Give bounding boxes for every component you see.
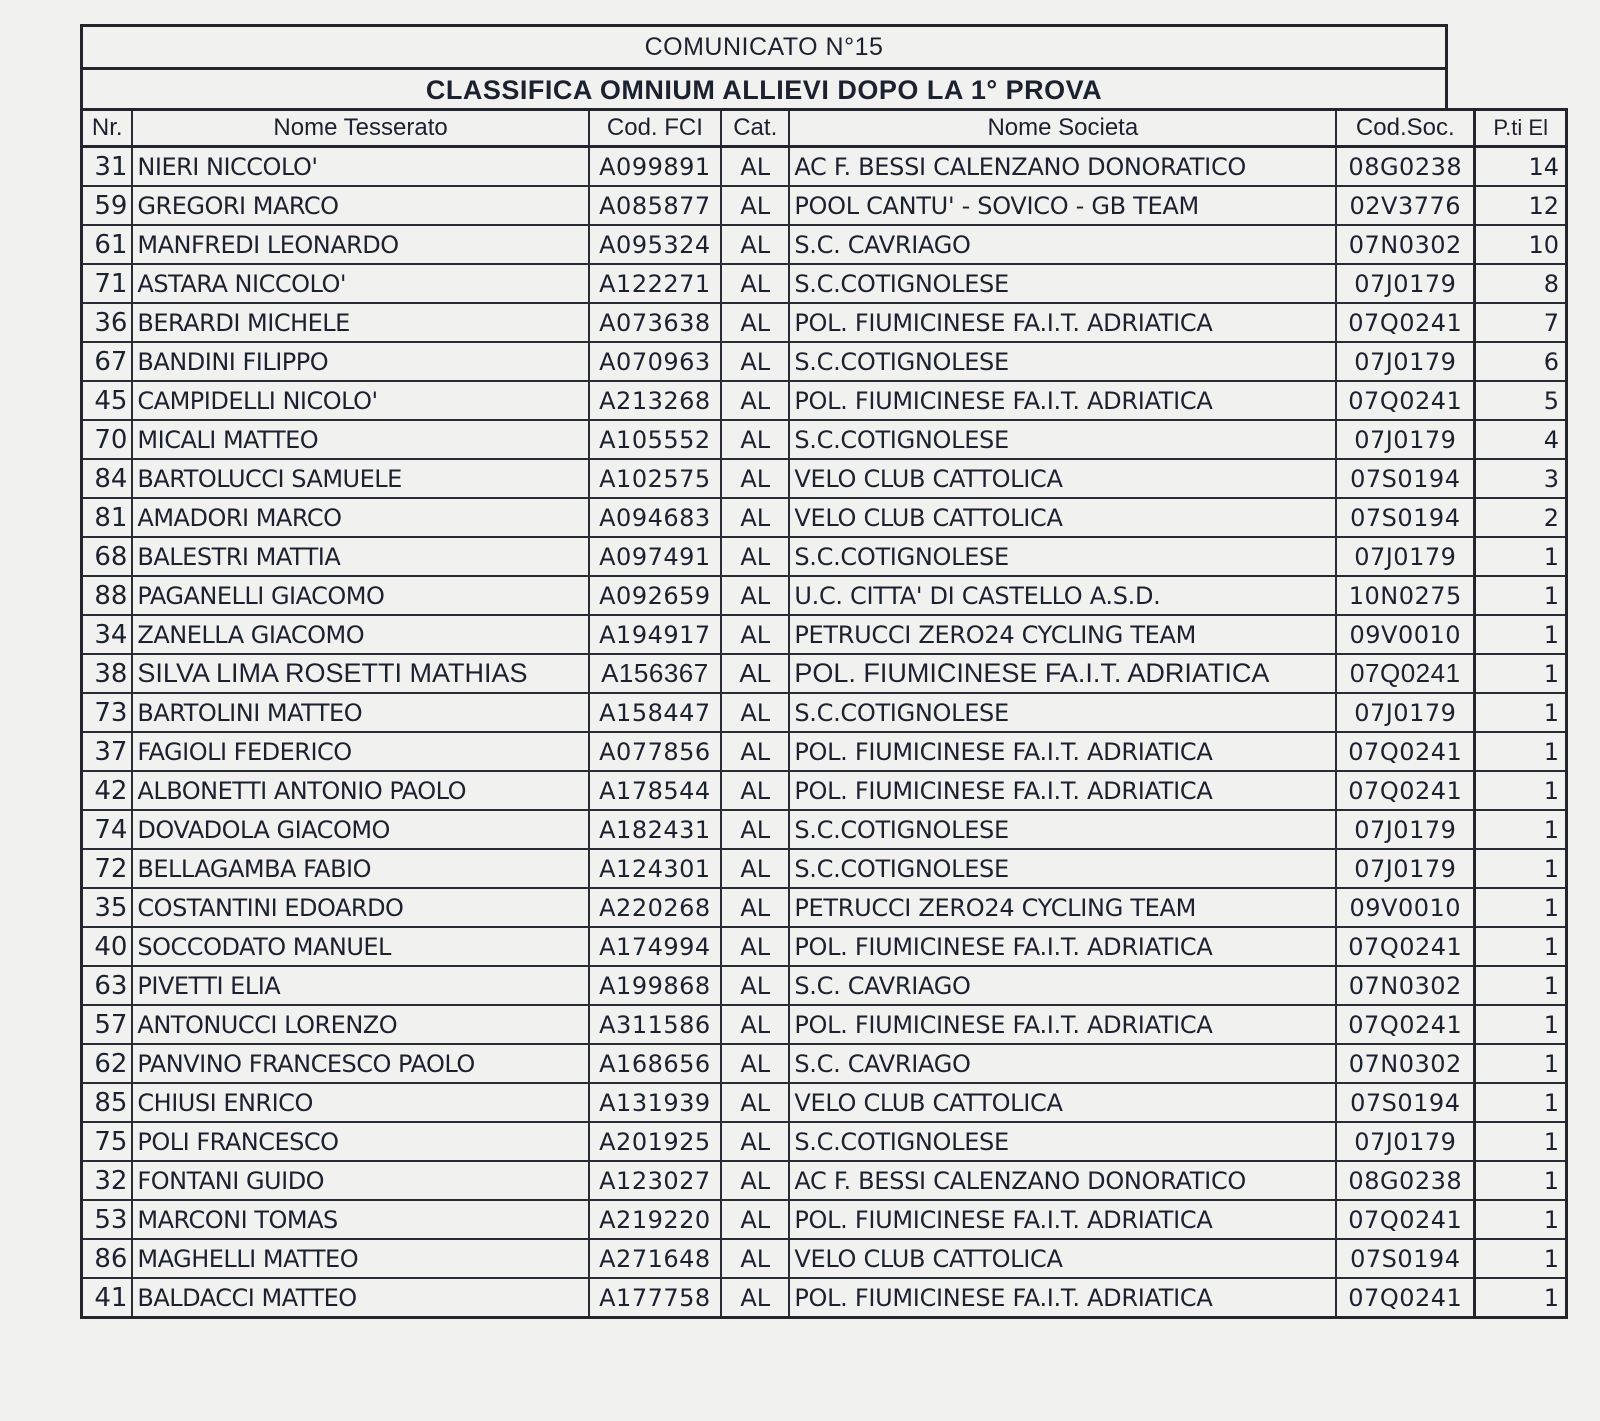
fci-code-cell: A213268 [589, 381, 721, 420]
rider-number-cell: 88 [82, 576, 133, 615]
society-code-cell: 07J0179 [1336, 810, 1475, 849]
points-cell: 3 [1475, 459, 1567, 498]
rider-number-cell: 70 [82, 420, 133, 459]
society-name-cell: POL. FIUMICINESE FA.I.T. ADRIATICA [789, 381, 1336, 420]
rider-number-cell: 32 [82, 1161, 133, 1200]
society-name-cell: POL. FIUMICINESE FA.I.T. ADRIATICA [789, 1200, 1336, 1239]
society-code-cell: 07Q0241 [1336, 927, 1475, 966]
points-cell: 1 [1475, 615, 1567, 654]
category-cell: AL [721, 1161, 789, 1200]
category-cell: AL [721, 420, 789, 459]
category-cell: AL [721, 927, 789, 966]
rider-name-cell: MICALI MATTEO [132, 420, 588, 459]
rider-name-cell: BALESTRI MATTIA [132, 537, 588, 576]
category-cell: AL [721, 264, 789, 303]
fci-code-cell: A311586 [589, 1005, 721, 1044]
fci-code-cell: A105552 [589, 420, 721, 459]
points-cell: 1 [1475, 654, 1567, 693]
rider-number-cell: 63 [82, 966, 133, 1005]
society-name-cell: S.C.COTIGNOLESE [789, 849, 1336, 888]
table-row [82, 576, 1567, 615]
table-row [82, 303, 1567, 342]
rider-name-cell: SILVA LIMA ROSETTI MATHIAS [132, 654, 588, 693]
rider-name-cell: CAMPIDELLI NICOLO' [132, 381, 588, 420]
table-row [82, 225, 1567, 264]
category-cell: AL [721, 303, 789, 342]
rider-name-cell: ANTONUCCI LORENZO [132, 1005, 588, 1044]
category-cell: AL [721, 615, 789, 654]
table-row [82, 186, 1567, 225]
table-row [82, 888, 1567, 927]
table-row [82, 771, 1567, 810]
points-cell: 1 [1475, 1278, 1567, 1318]
points-cell: 2 [1475, 498, 1567, 537]
rider-number-cell: 40 [82, 927, 133, 966]
points-cell: 6 [1475, 342, 1567, 381]
category-cell: AL [721, 1044, 789, 1083]
points-cell: 8 [1475, 264, 1567, 303]
rider-name-cell: BERARDI MICHELE [132, 303, 588, 342]
category-cell: AL [721, 576, 789, 615]
fci-code-cell: A073638 [589, 303, 721, 342]
rider-name-cell: ASTARA NICCOLO' [132, 264, 588, 303]
points-cell: 7 [1475, 303, 1567, 342]
points-cell: 1 [1475, 927, 1567, 966]
society-code-cell: 07J0179 [1336, 849, 1475, 888]
society-code-cell: 07Q0241 [1336, 1005, 1475, 1044]
category-cell: AL [721, 1122, 789, 1161]
points-cell: 10 [1475, 225, 1567, 264]
fci-code-cell: A199868 [589, 966, 721, 1005]
fci-code-cell: A168656 [589, 1044, 721, 1083]
col-header-name: Nome Tesserato [132, 110, 588, 147]
society-code-cell: 07Q0241 [1336, 654, 1475, 693]
category-cell: AL [721, 459, 789, 498]
category-cell: AL [721, 966, 789, 1005]
table-body [82, 147, 1567, 1318]
category-cell: AL [721, 732, 789, 771]
society-name-cell: S.C. CAVRIAGO [789, 225, 1336, 264]
society-name-cell: POL. FIUMICINESE FA.I.T. ADRIATICA [789, 303, 1336, 342]
col-header-society: Nome Societa [789, 110, 1336, 147]
rider-number-cell: 75 [82, 1122, 133, 1161]
society-name-cell: POL. FIUMICINESE FA.I.T. ADRIATICA [789, 927, 1336, 966]
category-cell: AL [721, 654, 789, 693]
rider-number-cell: 35 [82, 888, 133, 927]
rider-name-cell: DOVADOLA GIACOMO [132, 810, 588, 849]
society-code-cell: 02V3776 [1336, 186, 1475, 225]
col-header-nr: Nr. [82, 110, 133, 147]
fci-code-cell: A177758 [589, 1278, 721, 1318]
points-cell: 14 [1475, 147, 1567, 187]
rider-number-cell: 85 [82, 1083, 133, 1122]
fci-code-cell: A095324 [589, 225, 721, 264]
ranking-table [80, 108, 1568, 1319]
rider-number-cell: 38 [82, 654, 133, 693]
fci-code-cell: A220268 [589, 888, 721, 927]
fci-code-cell: A122271 [589, 264, 721, 303]
table-row [82, 264, 1567, 303]
rider-name-cell: BANDINI FILIPPO [132, 342, 588, 381]
fci-code-cell: A124301 [589, 849, 721, 888]
category-cell: AL [721, 888, 789, 927]
society-name-cell: POL. FIUMICINESE FA.I.T. ADRIATICA [789, 654, 1336, 693]
fci-code-cell: A085877 [589, 186, 721, 225]
col-header-fci: Cod. FCI [589, 110, 721, 147]
rider-number-cell: 61 [82, 225, 133, 264]
fci-code-cell: A131939 [589, 1083, 721, 1122]
society-name-cell: VELO CLUB CATTOLICA [789, 1239, 1336, 1278]
table-row [82, 147, 1567, 187]
fci-code-cell: A158447 [589, 693, 721, 732]
fci-code-cell: A271648 [589, 1239, 721, 1278]
rider-name-cell: AMADORI MARCO [132, 498, 588, 537]
society-name-cell: POL. FIUMICINESE FA.I.T. ADRIATICA [789, 1278, 1336, 1318]
society-name-cell: S.C.COTIGNOLESE [789, 1122, 1336, 1161]
points-cell: 1 [1475, 693, 1567, 732]
society-code-cell: 08G0238 [1336, 147, 1475, 187]
fci-code-cell: A077856 [589, 732, 721, 771]
points-cell: 1 [1475, 771, 1567, 810]
society-code-cell: 07Q0241 [1336, 732, 1475, 771]
document-header [80, 24, 1448, 108]
rider-name-cell: PANVINO FRANCESCO PAOLO [132, 1044, 588, 1083]
points-cell: 1 [1475, 966, 1567, 1005]
society-code-cell: 07Q0241 [1336, 771, 1475, 810]
rider-number-cell: 67 [82, 342, 133, 381]
table-row [82, 732, 1567, 771]
points-cell: 1 [1475, 576, 1567, 615]
rider-name-cell: FONTANI GUIDO [132, 1161, 588, 1200]
points-cell: 1 [1475, 537, 1567, 576]
society-code-cell: 07S0194 [1336, 459, 1475, 498]
table-row [82, 1005, 1567, 1044]
fci-code-cell: A219220 [589, 1200, 721, 1239]
fci-code-cell: A123027 [589, 1161, 721, 1200]
table-row [82, 537, 1567, 576]
rider-name-cell: BELLAGAMBA FABIO [132, 849, 588, 888]
society-code-cell: 09V0010 [1336, 888, 1475, 927]
table-row [82, 381, 1567, 420]
rider-number-cell: 81 [82, 498, 133, 537]
col-header-points: P.ti El [1475, 110, 1567, 147]
points-cell: 1 [1475, 849, 1567, 888]
category-cell: AL [721, 1005, 789, 1044]
category-cell: AL [721, 849, 789, 888]
rider-number-cell: 45 [82, 381, 133, 420]
table-row [82, 1161, 1567, 1200]
fci-code-cell: A097491 [589, 537, 721, 576]
fci-code-cell: A092659 [589, 576, 721, 615]
society-code-cell: 07N0302 [1336, 225, 1475, 264]
society-code-cell: 07J0179 [1336, 264, 1475, 303]
society-code-cell: 07J0179 [1336, 537, 1475, 576]
table-row [82, 615, 1567, 654]
society-name-cell: S.C.COTIGNOLESE [789, 537, 1336, 576]
rider-name-cell: CHIUSI ENRICO [132, 1083, 588, 1122]
category-cell: AL [721, 342, 789, 381]
rider-name-cell: ALBONETTI ANTONIO PAOLO [132, 771, 588, 810]
table-row [82, 1278, 1567, 1318]
table-row [82, 1083, 1567, 1122]
rider-number-cell: 57 [82, 1005, 133, 1044]
rider-name-cell: PIVETTI ELIA [132, 966, 588, 1005]
table-row [82, 1044, 1567, 1083]
category-cell: AL [721, 147, 789, 187]
points-cell: 1 [1475, 1161, 1567, 1200]
points-cell: 1 [1475, 1083, 1567, 1122]
rider-number-cell: 71 [82, 264, 133, 303]
rider-number-cell: 34 [82, 615, 133, 654]
rider-name-cell: MAGHELLI MATTEO [132, 1239, 588, 1278]
society-name-cell: VELO CLUB CATTOLICA [789, 1083, 1336, 1122]
category-cell: AL [721, 537, 789, 576]
society-name-cell: POL. FIUMICINESE FA.I.T. ADRIATICA [789, 1005, 1336, 1044]
category-cell: AL [721, 1083, 789, 1122]
points-cell: 1 [1475, 1044, 1567, 1083]
rider-number-cell: 84 [82, 459, 133, 498]
table-row [82, 966, 1567, 1005]
rider-number-cell: 31 [82, 147, 133, 187]
society-code-cell: 07J0179 [1336, 1122, 1475, 1161]
fci-code-cell: A156367 [589, 654, 721, 693]
category-cell: AL [721, 225, 789, 264]
rider-name-cell: MARCONI TOMAS [132, 1200, 588, 1239]
table-row [82, 498, 1567, 537]
points-cell: 1 [1475, 1239, 1567, 1278]
rider-name-cell: POLI FRANCESCO [132, 1122, 588, 1161]
rider-number-cell: 36 [82, 303, 133, 342]
table-row [82, 342, 1567, 381]
table-row [82, 849, 1567, 888]
society-code-cell: 07Q0241 [1336, 1278, 1475, 1318]
category-cell: AL [721, 1200, 789, 1239]
rider-number-cell: 74 [82, 810, 133, 849]
category-cell: AL [721, 1278, 789, 1318]
society-code-cell: 07N0302 [1336, 966, 1475, 1005]
society-code-cell: 07S0194 [1336, 498, 1475, 537]
fci-code-cell: A102575 [589, 459, 721, 498]
col-header-cat: Cat. [721, 110, 789, 147]
society-name-cell: POL. FIUMICINESE FA.I.T. ADRIATICA [789, 771, 1336, 810]
table-row [82, 693, 1567, 732]
society-code-cell: 07Q0241 [1336, 303, 1475, 342]
rider-name-cell: MANFREDI LEONARDO [132, 225, 588, 264]
society-name-cell: AC F. BESSI CALENZANO DONORATICO [789, 1161, 1336, 1200]
points-cell: 4 [1475, 420, 1567, 459]
points-cell: 1 [1475, 810, 1567, 849]
rider-name-cell: BALDACCI MATTEO [132, 1278, 588, 1318]
table-row [82, 927, 1567, 966]
society-code-cell: 08G0238 [1336, 1161, 1475, 1200]
rider-number-cell: 86 [82, 1239, 133, 1278]
table-row [82, 654, 1567, 693]
category-cell: AL [721, 810, 789, 849]
society-name-cell: PETRUCCI ZERO24 CYCLING TEAM [789, 888, 1336, 927]
rider-number-cell: 59 [82, 186, 133, 225]
category-cell: AL [721, 186, 789, 225]
rider-name-cell: PAGANELLI GIACOMO [132, 576, 588, 615]
society-code-cell: 07J0179 [1336, 693, 1475, 732]
fci-code-cell: A178544 [589, 771, 721, 810]
society-code-cell: 07S0194 [1336, 1239, 1475, 1278]
fci-code-cell: A174994 [589, 927, 721, 966]
table-row [82, 1200, 1567, 1239]
fci-code-cell: A099891 [589, 147, 721, 187]
society-code-cell: 07N0302 [1336, 1044, 1475, 1083]
fci-code-cell: A070963 [589, 342, 721, 381]
society-code-cell: 07Q0241 [1336, 1200, 1475, 1239]
rider-number-cell: 37 [82, 732, 133, 771]
rider-number-cell: 42 [82, 771, 133, 810]
fci-code-cell: A182431 [589, 810, 721, 849]
society-name-cell: VELO CLUB CATTOLICA [789, 498, 1336, 537]
society-name-cell: POL. FIUMICINESE FA.I.T. ADRIATICA [789, 732, 1336, 771]
society-name-cell: POOL CANTU' - SOVICO - GB TEAM [789, 186, 1336, 225]
ranking-document [80, 24, 1570, 1319]
category-cell: AL [721, 381, 789, 420]
table-row [82, 420, 1567, 459]
society-code-cell: 10N0275 [1336, 576, 1475, 615]
category-cell: AL [721, 498, 789, 537]
rider-number-cell: 62 [82, 1044, 133, 1083]
rider-number-cell: 73 [82, 693, 133, 732]
society-name-cell: S.C.COTIGNOLESE [789, 420, 1336, 459]
fci-code-cell: A194917 [589, 615, 721, 654]
rider-name-cell: ZANELLA GIACOMO [132, 615, 588, 654]
points-cell: 1 [1475, 1122, 1567, 1161]
society-name-cell: S.C. CAVRIAGO [789, 1044, 1336, 1083]
society-code-cell: 07Q0241 [1336, 381, 1475, 420]
table-row [82, 459, 1567, 498]
society-name-cell: S.C.COTIGNOLESE [789, 342, 1336, 381]
rider-name-cell: NIERI NICCOLO' [132, 147, 588, 187]
society-name-cell: VELO CLUB CATTOLICA [789, 459, 1336, 498]
points-cell: 1 [1475, 888, 1567, 927]
society-name-cell: PETRUCCI ZERO24 CYCLING TEAM [789, 615, 1336, 654]
table-row [82, 1239, 1567, 1278]
society-name-cell: U.C. CITTA' DI CASTELLO A.S.D. [789, 576, 1336, 615]
society-name-cell: S.C.COTIGNOLESE [789, 693, 1336, 732]
fci-code-cell: A201925 [589, 1122, 721, 1161]
rider-number-cell: 53 [82, 1200, 133, 1239]
table-header-row [82, 110, 1567, 147]
table-row [82, 1122, 1567, 1161]
points-cell: 1 [1475, 1200, 1567, 1239]
rider-name-cell: SOCCODATO MANUEL [132, 927, 588, 966]
rider-number-cell: 41 [82, 1278, 133, 1318]
table-row [82, 810, 1567, 849]
ranking-title: CLASSIFICA OMNIUM ALLIEVI DOPO LA 1° PROVA [425, 75, 1103, 105]
points-cell: 5 [1475, 381, 1567, 420]
society-name-cell: S.C.COTIGNOLESE [789, 810, 1336, 849]
points-cell: 1 [1475, 732, 1567, 771]
rider-name-cell: COSTANTINI EDOARDO [132, 888, 588, 927]
society-name-cell: S.C.COTIGNOLESE [789, 264, 1336, 303]
category-cell: AL [721, 771, 789, 810]
society-name-cell: S.C. CAVRIAGO [789, 966, 1336, 1005]
rider-name-cell: GREGORI MARCO [132, 186, 588, 225]
rider-number-cell: 72 [82, 849, 133, 888]
communique-number: COMUNICATO N°15 [83, 27, 1445, 70]
category-cell: AL [721, 1239, 789, 1278]
society-code-cell: 07S0194 [1336, 1083, 1475, 1122]
rider-name-cell: FAGIOLI FEDERICO [132, 732, 588, 771]
category-cell: AL [721, 693, 789, 732]
society-code-cell: 07J0179 [1336, 342, 1475, 381]
points-cell: 1 [1475, 1005, 1567, 1044]
col-header-soc-code: Cod.Soc. [1336, 110, 1475, 147]
fci-code-cell: A094683 [589, 498, 721, 537]
rider-number-cell: 68 [82, 537, 133, 576]
society-name-cell: AC F. BESSI CALENZANO DONORATICO [789, 147, 1336, 187]
society-code-cell: 09V0010 [1336, 615, 1475, 654]
society-code-cell: 07J0179 [1336, 420, 1475, 459]
points-cell: 12 [1475, 186, 1567, 225]
rider-name-cell: BARTOLUCCI SAMUELE [132, 459, 588, 498]
rider-name-cell: BARTOLINI MATTEO [132, 693, 588, 732]
